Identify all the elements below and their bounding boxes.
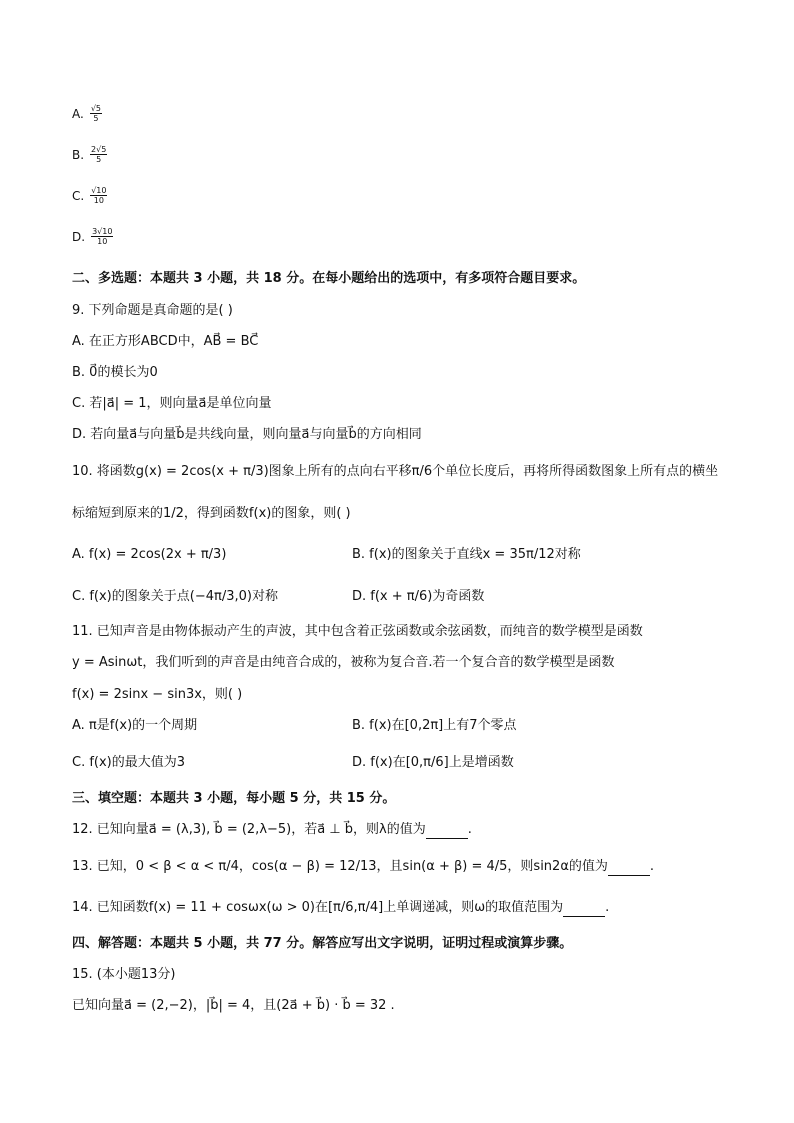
question-10-stem-line1: 10. 将函数g(x) = 2cos(x + π/3)图象上所有的点向右平移π/6个单位长度后，再将所得函数图象上所有点的横坐: [72, 464, 719, 479]
section-heading-solution: 四、解答题：本题共 5 小题，共 77 分。解答应写出文字说明，证明过程或演算步骤。: [72, 936, 573, 951]
period: .: [467, 822, 472, 837]
question-11-option-c: C. f(x)的最大值为3: [72, 755, 186, 770]
answer-blank: [426, 826, 468, 839]
numerator: √10: [91, 186, 107, 195]
section-heading-multi-choice: 二、多选题：本题共 3 小题，共 18 分。在每小题给出的选项中，有多项符合题目要求。: [72, 271, 586, 286]
question-12-text: 12. 已知向量a⃗ = (λ,3), b⃗ = (2,λ−5)，若a⃗ ⊥ b⃗，则λ的值为: [72, 822, 426, 837]
question-15-body: 已知向量a⃗ = (2,−2)，|b⃗| = 4，且(2a⃗ + b⃗) · b⃗ = 32 .: [72, 998, 395, 1013]
question-13-text: 13. 已知，0 < β < α < π/4，cos(α − β) = 12/13，且sin(α + β) = 4/5，则sin2α的值为: [72, 859, 608, 874]
option-label: D.: [72, 229, 86, 244]
option-b: [72, 145, 107, 164]
question-15-heading: 15. (本小题13分): [72, 967, 176, 982]
option-label: B.: [72, 147, 85, 162]
denominator: 10: [97, 237, 108, 246]
question-10-stem-line2: 标缩短到原来的1/2，得到函数f(x)的图象，则( ): [72, 506, 351, 521]
numerator: √5: [90, 104, 101, 113]
numerator: 3√10: [92, 227, 113, 236]
fraction: [90, 186, 107, 205]
question-11-stem-line1: 11. 已知声音是由物体振动产生的声波，其中包含着正弦函数或余弦函数，而纯音的数学模型是函数: [72, 624, 643, 639]
denominator: 5: [96, 155, 102, 164]
question-14: [72, 899, 609, 917]
question-11-option-b: B. f(x)在[0,2π]上有7个零点: [352, 718, 517, 733]
option-c: [72, 186, 107, 205]
option-d: [72, 227, 113, 246]
numerator: 2√5: [91, 145, 107, 154]
fraction: [90, 104, 102, 123]
answer-blank: [608, 863, 650, 876]
question-9-option-a: A. 在正方形ABCD中，AB⃗ = BC⃗: [72, 334, 259, 349]
option-a: [72, 104, 102, 123]
question-9-option-b: B. 0⃗的模长为0: [72, 365, 158, 380]
question-9-option-d: D. 若向量a⃗与向量b⃗是共线向量，则向量a⃗与向量b⃗的方向相同: [72, 427, 422, 442]
question-11-option-d: D. f(x)在[0,π/6]上是增函数: [352, 755, 514, 770]
fraction: [91, 227, 113, 246]
question-9-stem: 9. 下列命题是真命题的是( ): [72, 303, 233, 318]
question-11-stem-line2: y = Asinωt，我们听到的声音是由纯音合成的，被称为复合音.若一个复合音的数学模型是函数: [72, 655, 615, 670]
question-9-option-c: C. 若|a⃗| = 1，则向量a⃗是单位向量: [72, 396, 272, 411]
question-11-stem-line3: f(x) = 2sinx − sin3x，则( ): [72, 687, 243, 702]
question-11-option-a: A. π是f(x)的一个周期: [72, 718, 198, 733]
question-10-option-b: B. f(x)的图象关于直线x = 35π/12对称: [352, 547, 581, 562]
denominator: 10: [93, 196, 104, 205]
option-label: C.: [72, 188, 85, 203]
period: .: [649, 859, 655, 874]
question-10-option-c: C. f(x)的图象关于点(−4π/3,0)对称: [72, 589, 278, 604]
option-label: A.: [72, 106, 84, 121]
question-12: [72, 821, 472, 839]
question-13: [72, 858, 654, 876]
fraction: [90, 145, 107, 164]
question-10-option-d: D. f(x + π/6)为奇函数: [352, 589, 485, 604]
denominator: 5: [93, 114, 99, 123]
question-14-text: 14. 已知函数f(x) = 11 + cosωx(ω > 0)在[π/6,π/4]上单调递减，则ω的取值范围为: [72, 900, 564, 915]
period: .: [605, 900, 610, 915]
section-heading-fill-blank: 三、填空题：本题共 3 小题，每小题 5 分，共 15 分。: [72, 791, 396, 806]
question-10-option-a: A. f(x) = 2cos(2x + π/3): [72, 547, 227, 562]
answer-blank: [563, 904, 605, 917]
